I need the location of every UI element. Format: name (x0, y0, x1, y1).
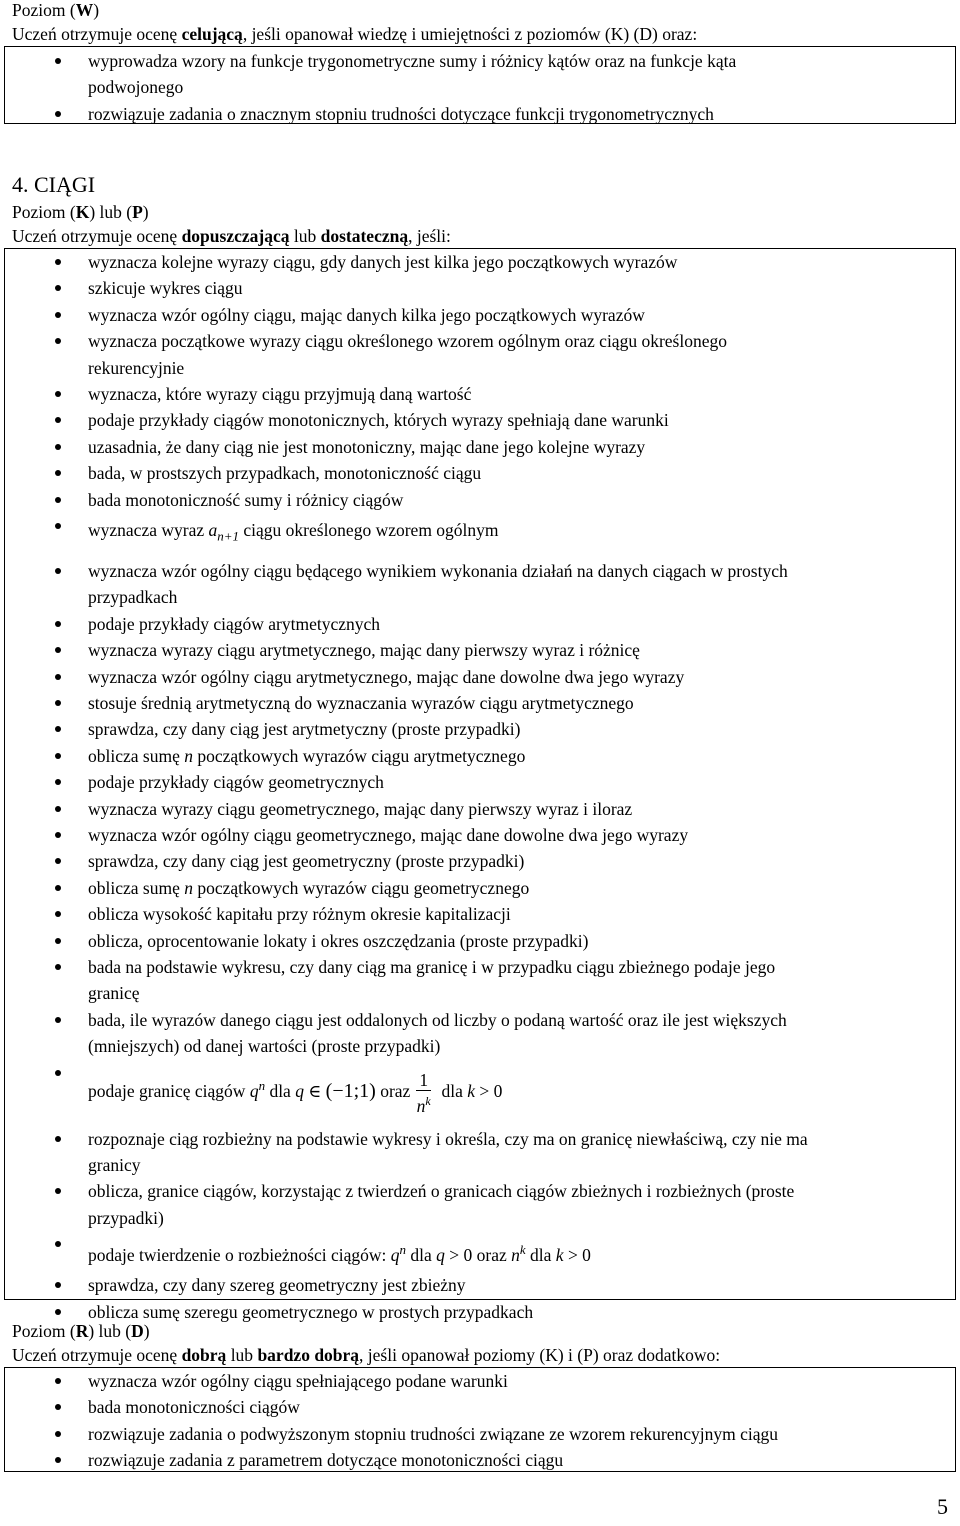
list-item-text: wyznacza wzór ogólny ciągu geometrycznego, mając dane dowolne dwa jego wyrazy (88, 825, 689, 846)
list-item-text: bada monotoniczność sumy i różnicy ciągów (88, 489, 404, 510)
bullet-icon (55, 1282, 61, 1288)
list-item (5, 796, 955, 822)
list-item-text: oblicza sumę szeregu geometrycznego w prostych przypadkach (88, 1301, 534, 1322)
list-item-text: wyznacza wzór ogólny ciągu spełniającego podane warunki (88, 1371, 508, 1391)
list-item-text: rozpoznaje ciąg rozbieżny na podstawie wykresy i określa, czy ma on granicę niewłaściwą, czy nie ma (88, 1128, 808, 1149)
list-item (5, 249, 955, 275)
bullet-icon (55, 806, 61, 812)
list-item (5, 328, 955, 381)
list-item (5, 275, 955, 301)
list-item-text: wyprowadza wzory na funkcje trygonometryczne sumy i różnicy kątów oraz na funkcje kąta (88, 51, 737, 71)
list-item (5, 954, 955, 1007)
bullet-icon (55, 1309, 61, 1315)
list-item-text: sprawdza, czy dany szereg geometryczny jest zbieżny (88, 1275, 466, 1296)
list-item-text: bada monotoniczności ciągów (88, 1397, 300, 1418)
list-item-text: wyznacza wyrazy ciągu arytmetycznego, mając dany pierwszy wyraz i różnicę (88, 640, 640, 661)
level-w-requirements-box (4, 46, 956, 124)
list-item-text: sprawdza, czy dany ciąg jest arytmetyczny (proste przypadki) (88, 719, 521, 740)
list-item (5, 611, 955, 637)
bullet-icon (55, 444, 61, 450)
bullet-icon (55, 1070, 61, 1076)
bullet-icon (55, 259, 61, 265)
list-item (5, 1447, 955, 1473)
list-item-text: wyznacza wyrazy ciągu geometrycznego, mając dany pierwszy wyraz i iloraz (88, 798, 633, 819)
bullet-icon (55, 621, 61, 627)
list-item-text: (mniejszych) od danej wartości (proste przypadki) (88, 1036, 441, 1057)
bullet-icon (55, 700, 61, 706)
list-item-text: podaje przykłady ciągów geometrycznych (88, 772, 384, 793)
bullet-icon (55, 938, 61, 944)
level-rd-heading: Poziom (R) lub (D) (12, 1321, 150, 1341)
list-item (5, 1007, 955, 1060)
list-item (5, 928, 955, 954)
list-item-text: stosuje średnią arytmetyczną do wyznaczania wyrazów ciągu arytmetycznego (88, 693, 634, 713)
list-item-text: wyznacza kolejne wyrazy ciągu, gdy danych jest kilka jego początkowych wyrazów (88, 252, 678, 272)
list-item (5, 1178, 955, 1231)
level-w-intro: Uczeń otrzymuje ocenę celującą, jeśli opanował wiedzę i umiejętności z poziomów (K) (D) oraz: (12, 24, 698, 44)
list-item (5, 381, 955, 407)
list-item-text: oblicza wysokość kapitału przy różnym okresie kapitalizacji (88, 904, 511, 925)
level-kp-list (5, 249, 955, 1325)
list-item (5, 690, 955, 716)
list-item-text: oblicza, oprocentowanie lokaty i okres oszczędzania (proste przypadki) (88, 930, 589, 951)
bullet-icon (55, 312, 61, 318)
bullet-icon (55, 674, 61, 680)
bullet-icon (55, 338, 61, 344)
list-item (5, 101, 955, 127)
chapter-title: 4. CIĄGI (12, 172, 96, 197)
bullet-icon (55, 1188, 61, 1194)
list-item-text: rekurencyjnie (88, 357, 185, 378)
list-item-text: rozwiązuje zadania o podwyższonym stopniu trudności związane ze wzorem rekurencyjnym ciągu (88, 1423, 779, 1444)
bullet-icon (55, 1136, 61, 1142)
list-item (5, 558, 955, 611)
bullet-icon (55, 832, 61, 838)
list-item-text: bada na podstawie wykresu, czy dany ciąg ma granicę i w przypadku ciągu zbieżnego podaje jego (88, 957, 776, 978)
bullet-icon (55, 58, 61, 64)
list-item-text: rozwiązuje zadania z parametrem dotyczące monotoniczności ciągu (88, 1450, 564, 1471)
bullet-icon (55, 497, 61, 503)
bullet-icon (55, 111, 61, 117)
list-item-text: sprawdza, czy dany ciąg jest geometryczny (proste przypadki) (88, 851, 525, 872)
list-item-text: przypadkach (88, 587, 178, 608)
list-item-divergence: podaje twierdzenie o rozbieżności ciągów: $q^n$ dla q > 0 oraz $n^k$ dla k > 0 (5, 1231, 955, 1272)
list-item (5, 460, 955, 486)
bullet-icon (55, 753, 61, 759)
list-item (5, 822, 955, 848)
list-item (5, 848, 955, 874)
list-item (5, 48, 955, 101)
list-item (5, 637, 955, 663)
bullet-icon (55, 885, 61, 891)
bullet-icon (55, 858, 61, 864)
list-item-text: uzasadnia, że dany ciąg nie jest monotoniczny, mając dane jego kolejne wyrazy (88, 436, 646, 457)
list-item (5, 901, 955, 927)
list-item-text: wyznacza, które wyrazy ciągu przyjmują daną wartość (88, 384, 472, 405)
level-rd-list (5, 1368, 955, 1474)
list-item-text: rozwiązuje zadania o znacznym stopniu trudności dotyczące funkcji trygonometrycznych (88, 103, 714, 124)
list-item-text: wyznacza początkowe wyrazy ciągu określonego wzorem ogólnym oraz ciągu określonego (88, 331, 727, 352)
bullet-icon (55, 1241, 61, 1247)
level-kp-intro: Uczeń otrzymuje ocenę dopuszczającą lub dostateczną, jeśli: (12, 226, 451, 246)
list-item-sum-geometric: oblicza sumę n początkowych wyrazów ciągu geometrycznego (5, 875, 955, 901)
list-item (5, 487, 955, 513)
list-item-text: wyznacza wzór ogólny ciągu będącego wynikiem wykonania działań na danych ciągach w prostych (88, 560, 788, 581)
list-item-text: wyznacza wzór ogólny ciągu, mając danych kilka jego początkowych wyrazów (88, 304, 645, 325)
list-item-text: szkicuje wykres ciągu (88, 278, 243, 299)
list-item-next-term: wyznacza wyraz $a_{n+1}$ ciągu określonego wzorem ogólnym (5, 513, 955, 558)
list-item (5, 302, 955, 328)
bullet-icon (55, 391, 61, 397)
bullet-icon (55, 779, 61, 785)
bullet-icon (55, 285, 61, 291)
bullet-icon (55, 726, 61, 732)
list-item (5, 407, 955, 433)
level-kp-heading: Poziom (K) lub (P) (12, 202, 149, 222)
list-item-text: przypadki) (88, 1207, 164, 1228)
list-item-text: bada, ile wyrazów danego ciągu jest oddalonych od liczby o podaną wartość oraz ile jest większych (88, 1009, 787, 1030)
level-rd-requirements-box (4, 1367, 956, 1472)
bullet-icon (55, 568, 61, 574)
list-item (5, 716, 955, 742)
list-item (5, 1368, 955, 1394)
bullet-icon (55, 964, 61, 970)
bullet-icon (55, 523, 61, 529)
page-number: 5 (937, 1493, 948, 1519)
level-w-heading: Poziom (W) (12, 0, 100, 20)
level-rd-intro: Uczeń otrzymuje ocenę dobrą lub bardzo dobrą, jeśli opanował poziomy (K) i (P) oraz dodatkowo: (12, 1345, 721, 1365)
bullet-icon (55, 470, 61, 476)
list-item (5, 1421, 955, 1447)
list-item-text: oblicza, granice ciągów, korzystając z twierdzeń o granicach ciągów zbieżnych i rozbieżnych (proste (88, 1181, 795, 1202)
list-item-text: bada, w prostszych przypadkach, monotoniczność ciągu (88, 463, 482, 484)
list-item (5, 769, 955, 795)
list-item (5, 1272, 955, 1298)
list-item-text: granicy (88, 1154, 141, 1175)
bullet-icon (55, 1431, 61, 1437)
list-item (5, 1394, 955, 1420)
list-item (5, 1126, 955, 1179)
list-item (5, 664, 955, 690)
bullet-icon (55, 1404, 61, 1410)
list-item-text: wyznacza wzór ogólny ciągu arytmetycznego, mając dane dowolne dwa jego wyrazy (88, 666, 685, 687)
bullet-icon (55, 647, 61, 653)
level-kp-requirements-box (4, 248, 956, 1322)
list-item-sum-arithmetic: oblicza sumę n początkowych wyrazów ciągu arytmetycznego (5, 743, 955, 769)
bullet-icon (55, 417, 61, 423)
list-item-text: podwojonego (88, 77, 184, 98)
list-item-text: podaje przykłady ciągów arytmetycznych (88, 613, 381, 634)
level-w-list (5, 48, 955, 127)
list-item-limits: podaje granicę ciągów $q^n$ dla q ∈ (−1;1) oraz $\frac{1}{n^k}$ dla k > 0 (5, 1060, 955, 1126)
bullet-icon (55, 911, 61, 917)
list-item-text: podaje przykłady ciągów monotonicznych, których wyrazy spełniają dane warunki (88, 410, 669, 431)
bullet-icon (55, 1378, 61, 1384)
list-item-text: granicę (88, 983, 140, 1004)
list-item (5, 434, 955, 460)
bullet-icon (55, 1017, 61, 1023)
bullet-icon (55, 1457, 61, 1463)
